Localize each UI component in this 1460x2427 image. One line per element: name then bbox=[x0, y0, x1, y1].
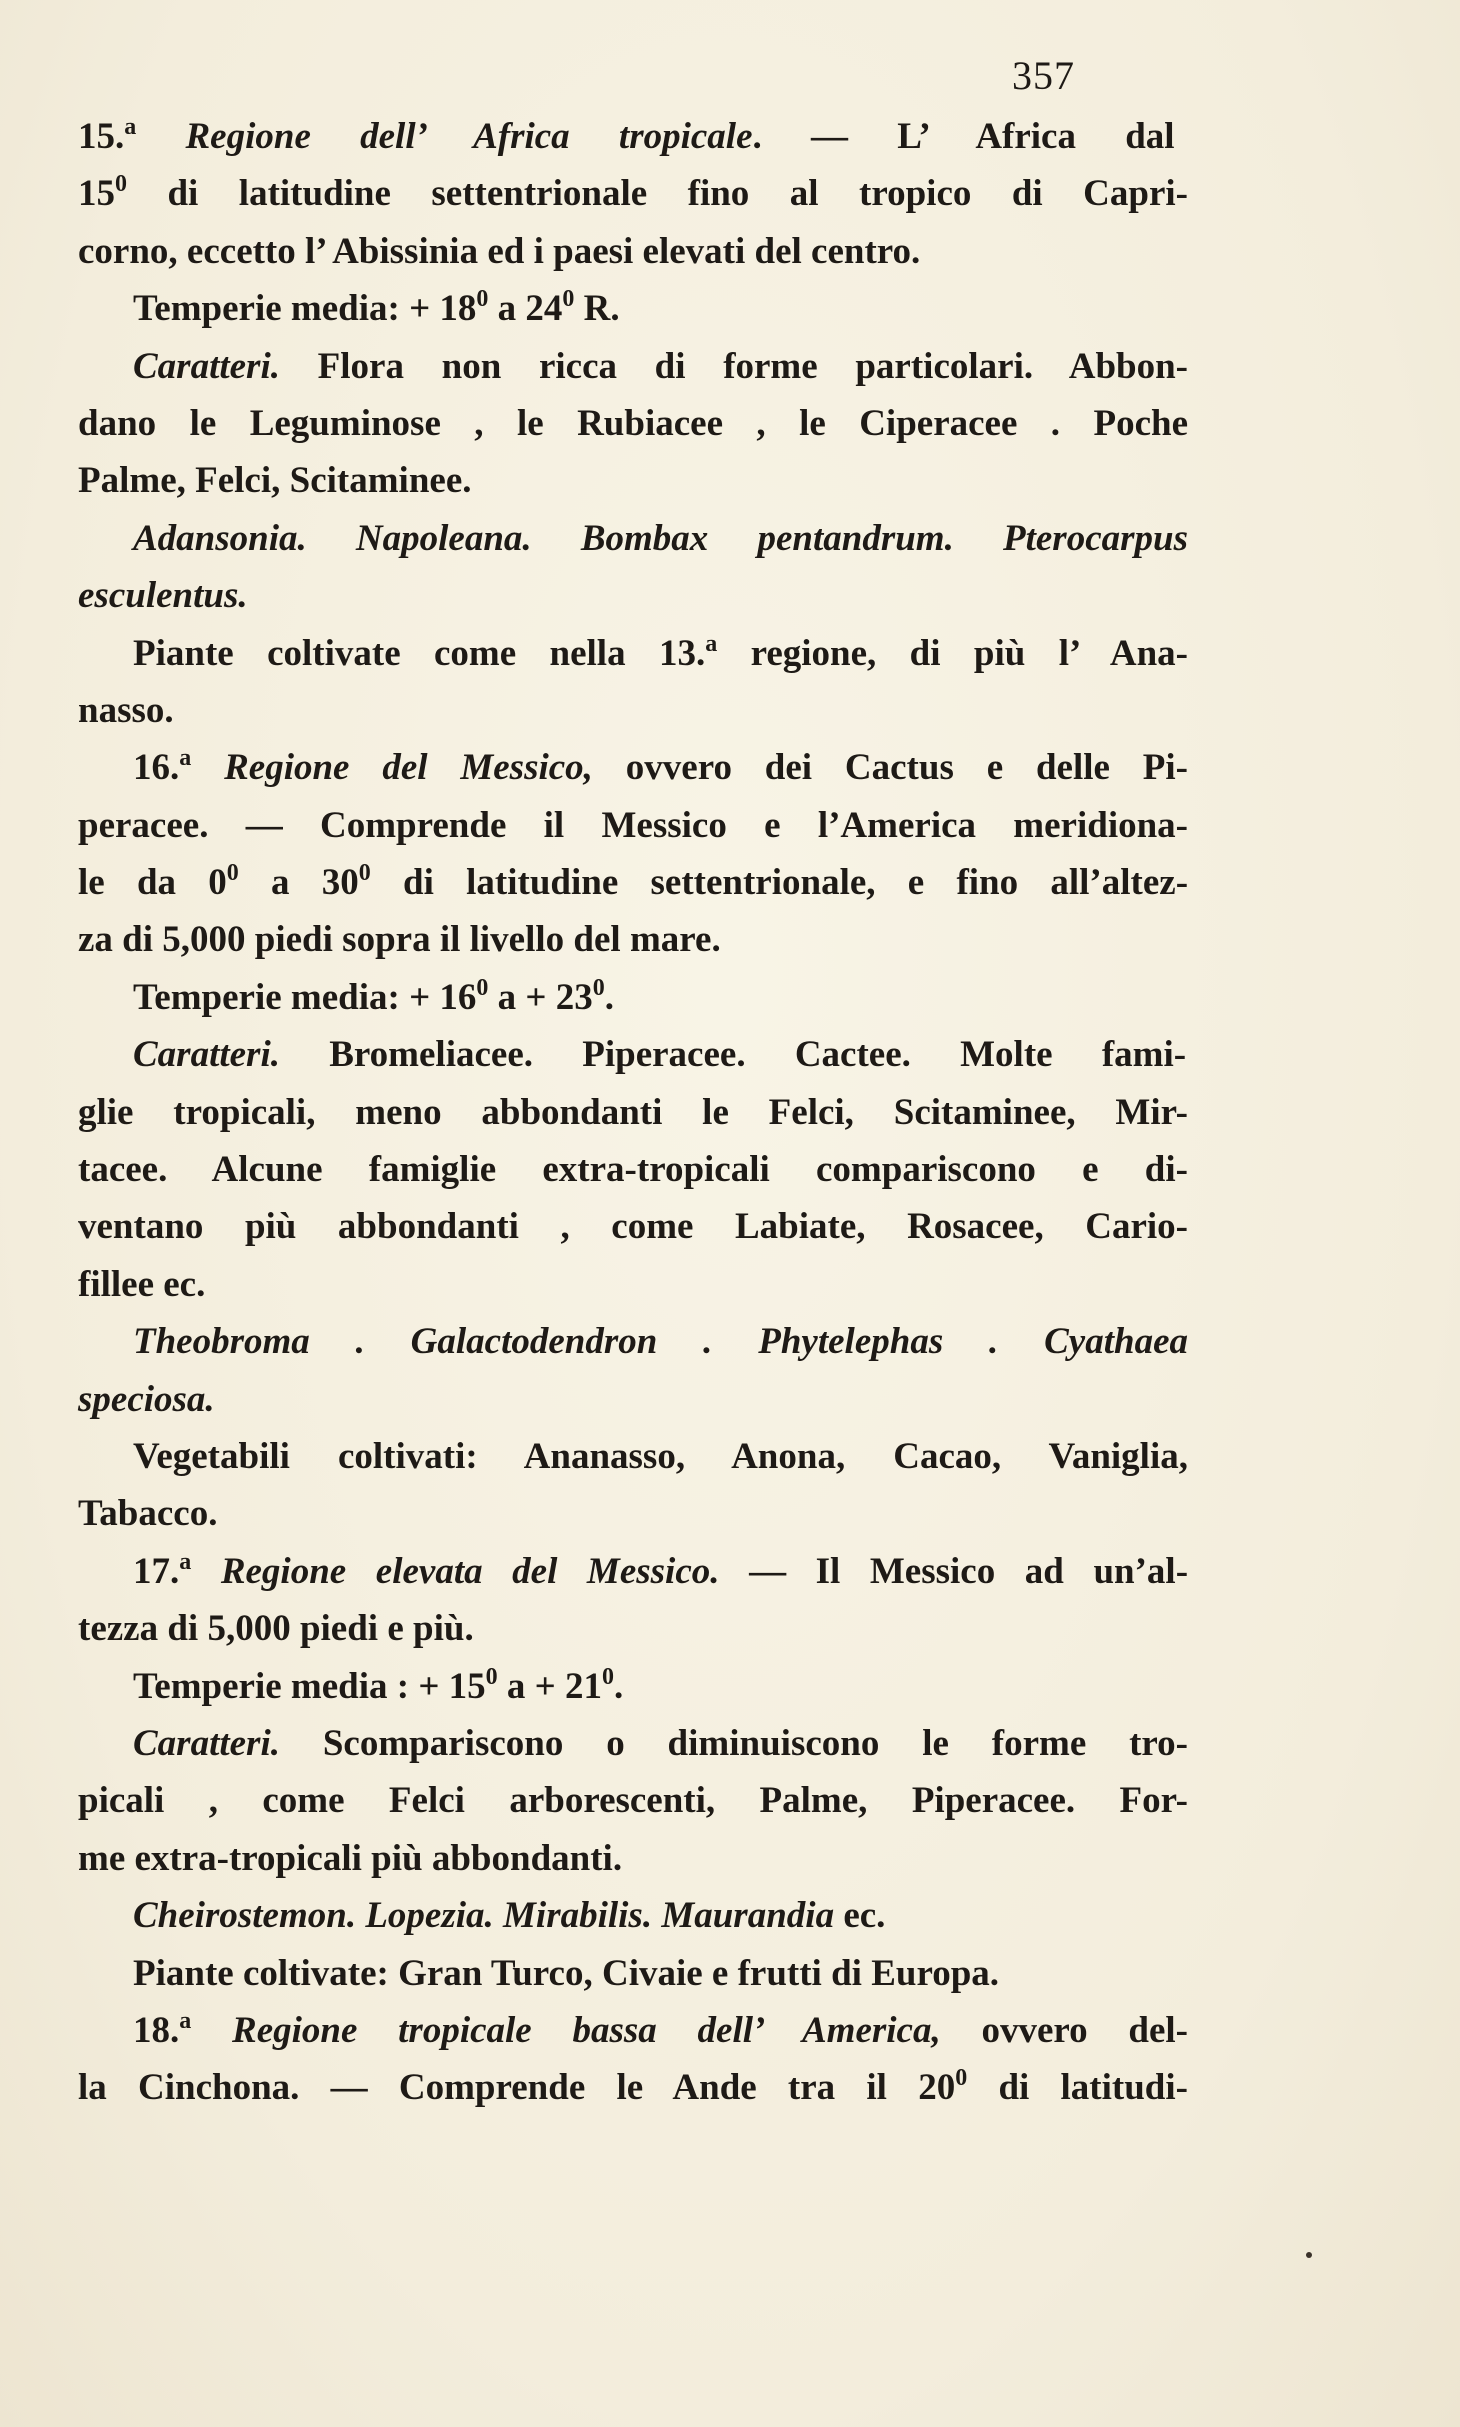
text-run: peracee. — Comprende il Messico e l’America meridiona- bbox=[78, 804, 1188, 846]
text-line bbox=[78, 682, 1188, 739]
text-line bbox=[78, 1543, 1188, 1600]
text-run: ovvero del- bbox=[940, 2009, 1189, 2051]
italic-text: Regione tropicale bassa dell’ America, bbox=[232, 2009, 941, 2051]
text-run: la Cinchona. — Comprende le Ande tra il 20 bbox=[78, 2067, 956, 2109]
text-line bbox=[78, 108, 1188, 165]
text-line bbox=[78, 1945, 1188, 2002]
text-line bbox=[78, 1371, 1188, 1428]
italic-text: Regione del Messico, bbox=[224, 747, 593, 789]
text-run: ec. bbox=[834, 1895, 886, 1937]
superscript: 0 bbox=[592, 974, 605, 1001]
text-line-content bbox=[78, 690, 174, 731]
text-line-content bbox=[78, 862, 1188, 903]
text-line-content bbox=[133, 1723, 1188, 1764]
text-run: tacee. Alcune famiglie extra-tropicali compariscono e di- bbox=[78, 1149, 1188, 1191]
text-line-content bbox=[78, 403, 1188, 444]
text-line-content bbox=[78, 1608, 474, 1649]
italic-text: Adansonia. Napoleana. Bombax pentandrum. Pterocarpus bbox=[133, 517, 1188, 559]
text-line bbox=[78, 1772, 1188, 1829]
text-line-content bbox=[78, 1780, 1188, 1821]
text-line-content bbox=[78, 1264, 205, 1305]
text-line-content bbox=[133, 974, 614, 1018]
text-line-content bbox=[78, 1206, 1188, 1247]
text-line-content bbox=[133, 2007, 1189, 2051]
italic-text: esculentus. bbox=[78, 575, 248, 617]
superscript: a bbox=[705, 630, 718, 657]
text-line bbox=[78, 1256, 1188, 1313]
text-line bbox=[78, 911, 1188, 968]
text-run: Palme, Felci, Scitaminee. bbox=[78, 460, 472, 502]
superscript: 0 bbox=[115, 171, 127, 198]
italic-text: Caratteri. bbox=[133, 345, 280, 387]
text-line bbox=[78, 1141, 1188, 1198]
text-line-content bbox=[133, 1034, 1186, 1075]
text-run: a 30 bbox=[238, 862, 359, 904]
text-line bbox=[78, 1658, 1188, 1715]
text-line bbox=[78, 1485, 1188, 1542]
text-line-content bbox=[78, 805, 1188, 846]
text-line-content bbox=[78, 1493, 217, 1534]
text-line bbox=[78, 1026, 1188, 1083]
text-line bbox=[78, 625, 1188, 682]
superscript: 0 bbox=[358, 860, 371, 887]
text-line bbox=[78, 1313, 1188, 1370]
text-line bbox=[78, 280, 1188, 337]
text-line-content bbox=[78, 1838, 622, 1879]
text-run: di latitudi- bbox=[967, 2067, 1188, 2109]
text-run: a + 23 bbox=[488, 976, 593, 1018]
text-line bbox=[78, 969, 1188, 1026]
text-run bbox=[136, 116, 185, 157]
text-run: tezza di 5,000 piedi e più. bbox=[78, 1608, 474, 1650]
text-line-content bbox=[78, 231, 920, 272]
text-run: Temperie media: + 18 bbox=[133, 288, 477, 330]
text-line-content bbox=[78, 2067, 1188, 2108]
text-line bbox=[78, 1887, 1188, 1944]
text-run: Bromeliacee. Piperacee. Cactee. Molte fami- bbox=[280, 1034, 1187, 1076]
text-run: corno, eccetto l’ Abissinia ed i paesi elevati del centro. bbox=[78, 230, 921, 272]
italic-text: Regione dell’ Africa tropicale bbox=[185, 116, 753, 157]
text-line bbox=[78, 2002, 1188, 2059]
text-line bbox=[78, 567, 1188, 624]
text-line-content bbox=[133, 1663, 624, 1707]
text-line-content bbox=[133, 346, 1188, 387]
superscript: 0 bbox=[226, 860, 239, 887]
text-line bbox=[78, 1830, 1188, 1887]
superscript: a bbox=[179, 745, 192, 772]
text-line bbox=[78, 1428, 1188, 1485]
text-run: Vegetabili coltivati: Ananasso, Anona, Cacao, Vaniglia, bbox=[133, 1435, 1188, 1477]
text-run: fillee ec. bbox=[78, 1263, 206, 1305]
text-line bbox=[78, 1600, 1188, 1657]
italic-text: speciosa. bbox=[78, 1378, 215, 1420]
text-line bbox=[78, 395, 1188, 452]
text-run: regione, di più l’ Ana- bbox=[717, 632, 1188, 674]
text-run: dano le Leguminose , le Rubiacee , le Ciperacee . Poche bbox=[78, 402, 1188, 444]
text-run: le da 0 bbox=[78, 862, 227, 904]
text-run: . bbox=[604, 976, 614, 1018]
text-line bbox=[78, 797, 1188, 854]
text-run: Scompariscono o diminuiscono le forme tro- bbox=[280, 1722, 1188, 1764]
text-line-content bbox=[78, 173, 1188, 214]
text-run bbox=[191, 747, 224, 788]
text-run: Temperie media: + 16 bbox=[133, 976, 477, 1018]
text-line bbox=[78, 452, 1188, 509]
text-run: 15 bbox=[78, 173, 115, 215]
text-run: Piante coltivate: Gran Turco, Civaie e frutti di Europa. bbox=[133, 1952, 1000, 1994]
text-run: R. bbox=[574, 288, 620, 330]
text-run: Flora non ricca di forme particolari. Abbon- bbox=[280, 345, 1188, 387]
superscript: 0 bbox=[955, 2065, 968, 2092]
text-line bbox=[78, 1198, 1188, 1255]
text-run: 16. bbox=[133, 747, 180, 789]
text-line-content bbox=[133, 1953, 999, 1994]
italic-text: Caratteri. bbox=[133, 1034, 280, 1076]
text-line-content bbox=[78, 919, 721, 960]
text-line bbox=[78, 510, 1188, 567]
italic-text: Regione elevata del Messico. bbox=[220, 1550, 720, 1592]
text-run: picali , come Felci arborescenti, Palme, Piperacee. For- bbox=[78, 1780, 1188, 1822]
text-run: glie tropicali, meno abbondanti le Felci, Scitaminee, Mir- bbox=[78, 1091, 1188, 1133]
text-line bbox=[78, 739, 1188, 796]
text-line bbox=[78, 1715, 1188, 1772]
text-line-content bbox=[133, 1436, 1188, 1477]
text-line-content bbox=[78, 116, 1175, 157]
text-run: 15. bbox=[78, 116, 125, 157]
text-run: . bbox=[614, 1665, 624, 1707]
text-line-content bbox=[78, 1379, 215, 1420]
superscript: a bbox=[179, 2007, 192, 2034]
text-run bbox=[191, 1551, 221, 1592]
text-line-content bbox=[133, 288, 620, 329]
text-run: a 24 bbox=[488, 288, 563, 330]
superscript: a bbox=[179, 1548, 192, 1575]
superscript: 0 bbox=[562, 286, 575, 313]
superscript: 0 bbox=[476, 974, 489, 1001]
text-run: — Il Messico ad un’al- bbox=[719, 1550, 1189, 1592]
text-line bbox=[78, 1084, 1188, 1141]
text-line-content bbox=[133, 747, 1188, 788]
text-run: nasso. bbox=[78, 689, 174, 731]
text-line-content bbox=[78, 1092, 1188, 1133]
text-run: a + 21 bbox=[497, 1665, 602, 1707]
text-line bbox=[78, 165, 1188, 222]
text-run: di latitudine settentrionale fino al tropico di Capri- bbox=[127, 173, 1188, 215]
text-run: di latitudine settentrionale, e fino all’altez- bbox=[370, 862, 1189, 904]
text-line bbox=[78, 338, 1188, 395]
text-line-content bbox=[78, 1149, 1188, 1190]
italic-text: Caratteri. bbox=[133, 1722, 280, 1764]
text-line-content bbox=[133, 518, 1188, 559]
text-line-content bbox=[133, 1548, 1189, 1592]
text-run bbox=[191, 2010, 232, 2051]
superscript: a bbox=[124, 114, 137, 140]
text-line bbox=[78, 223, 1188, 280]
text-line bbox=[78, 854, 1188, 911]
text-line-content bbox=[78, 460, 472, 501]
text-line bbox=[78, 2059, 1188, 2116]
body-text bbox=[78, 108, 1188, 2117]
text-run: Temperie media : + 15 bbox=[133, 1665, 486, 1707]
superscript: 0 bbox=[476, 286, 489, 313]
text-run: Piante coltivate come nella 13. bbox=[133, 632, 706, 674]
page-number: 357 bbox=[1012, 53, 1075, 98]
text-run: 17. bbox=[133, 1550, 180, 1592]
text-run: . — L’ Africa dal bbox=[752, 116, 1175, 157]
text-run: Tabacco. bbox=[78, 1493, 218, 1535]
ink-speck bbox=[1306, 2252, 1312, 2258]
superscript: 0 bbox=[485, 1663, 498, 1690]
text-run: 18. bbox=[133, 2009, 180, 2051]
text-run: ventano più abbondanti , come Labiate, Rosacee, Cario- bbox=[78, 1206, 1188, 1248]
italic-text: Cheirostemon. Lopezia. Mirabilis. Maurandia bbox=[133, 1895, 835, 1937]
text-run: za di 5,000 piedi sopra il livello del mare. bbox=[78, 919, 721, 961]
italic-text: Theobroma . Galactodendron . Phytelephas . Cyathaea bbox=[133, 1321, 1188, 1363]
text-run: me extra-tropicali più abbondanti. bbox=[78, 1837, 623, 1879]
text-line-content bbox=[133, 630, 1188, 674]
text-line-content bbox=[133, 1895, 885, 1936]
text-line-content bbox=[78, 575, 248, 616]
text-line-content bbox=[133, 1321, 1188, 1362]
text-run: ovvero dei Cactus e delle Pi- bbox=[592, 747, 1188, 789]
superscript: 0 bbox=[602, 1663, 614, 1690]
